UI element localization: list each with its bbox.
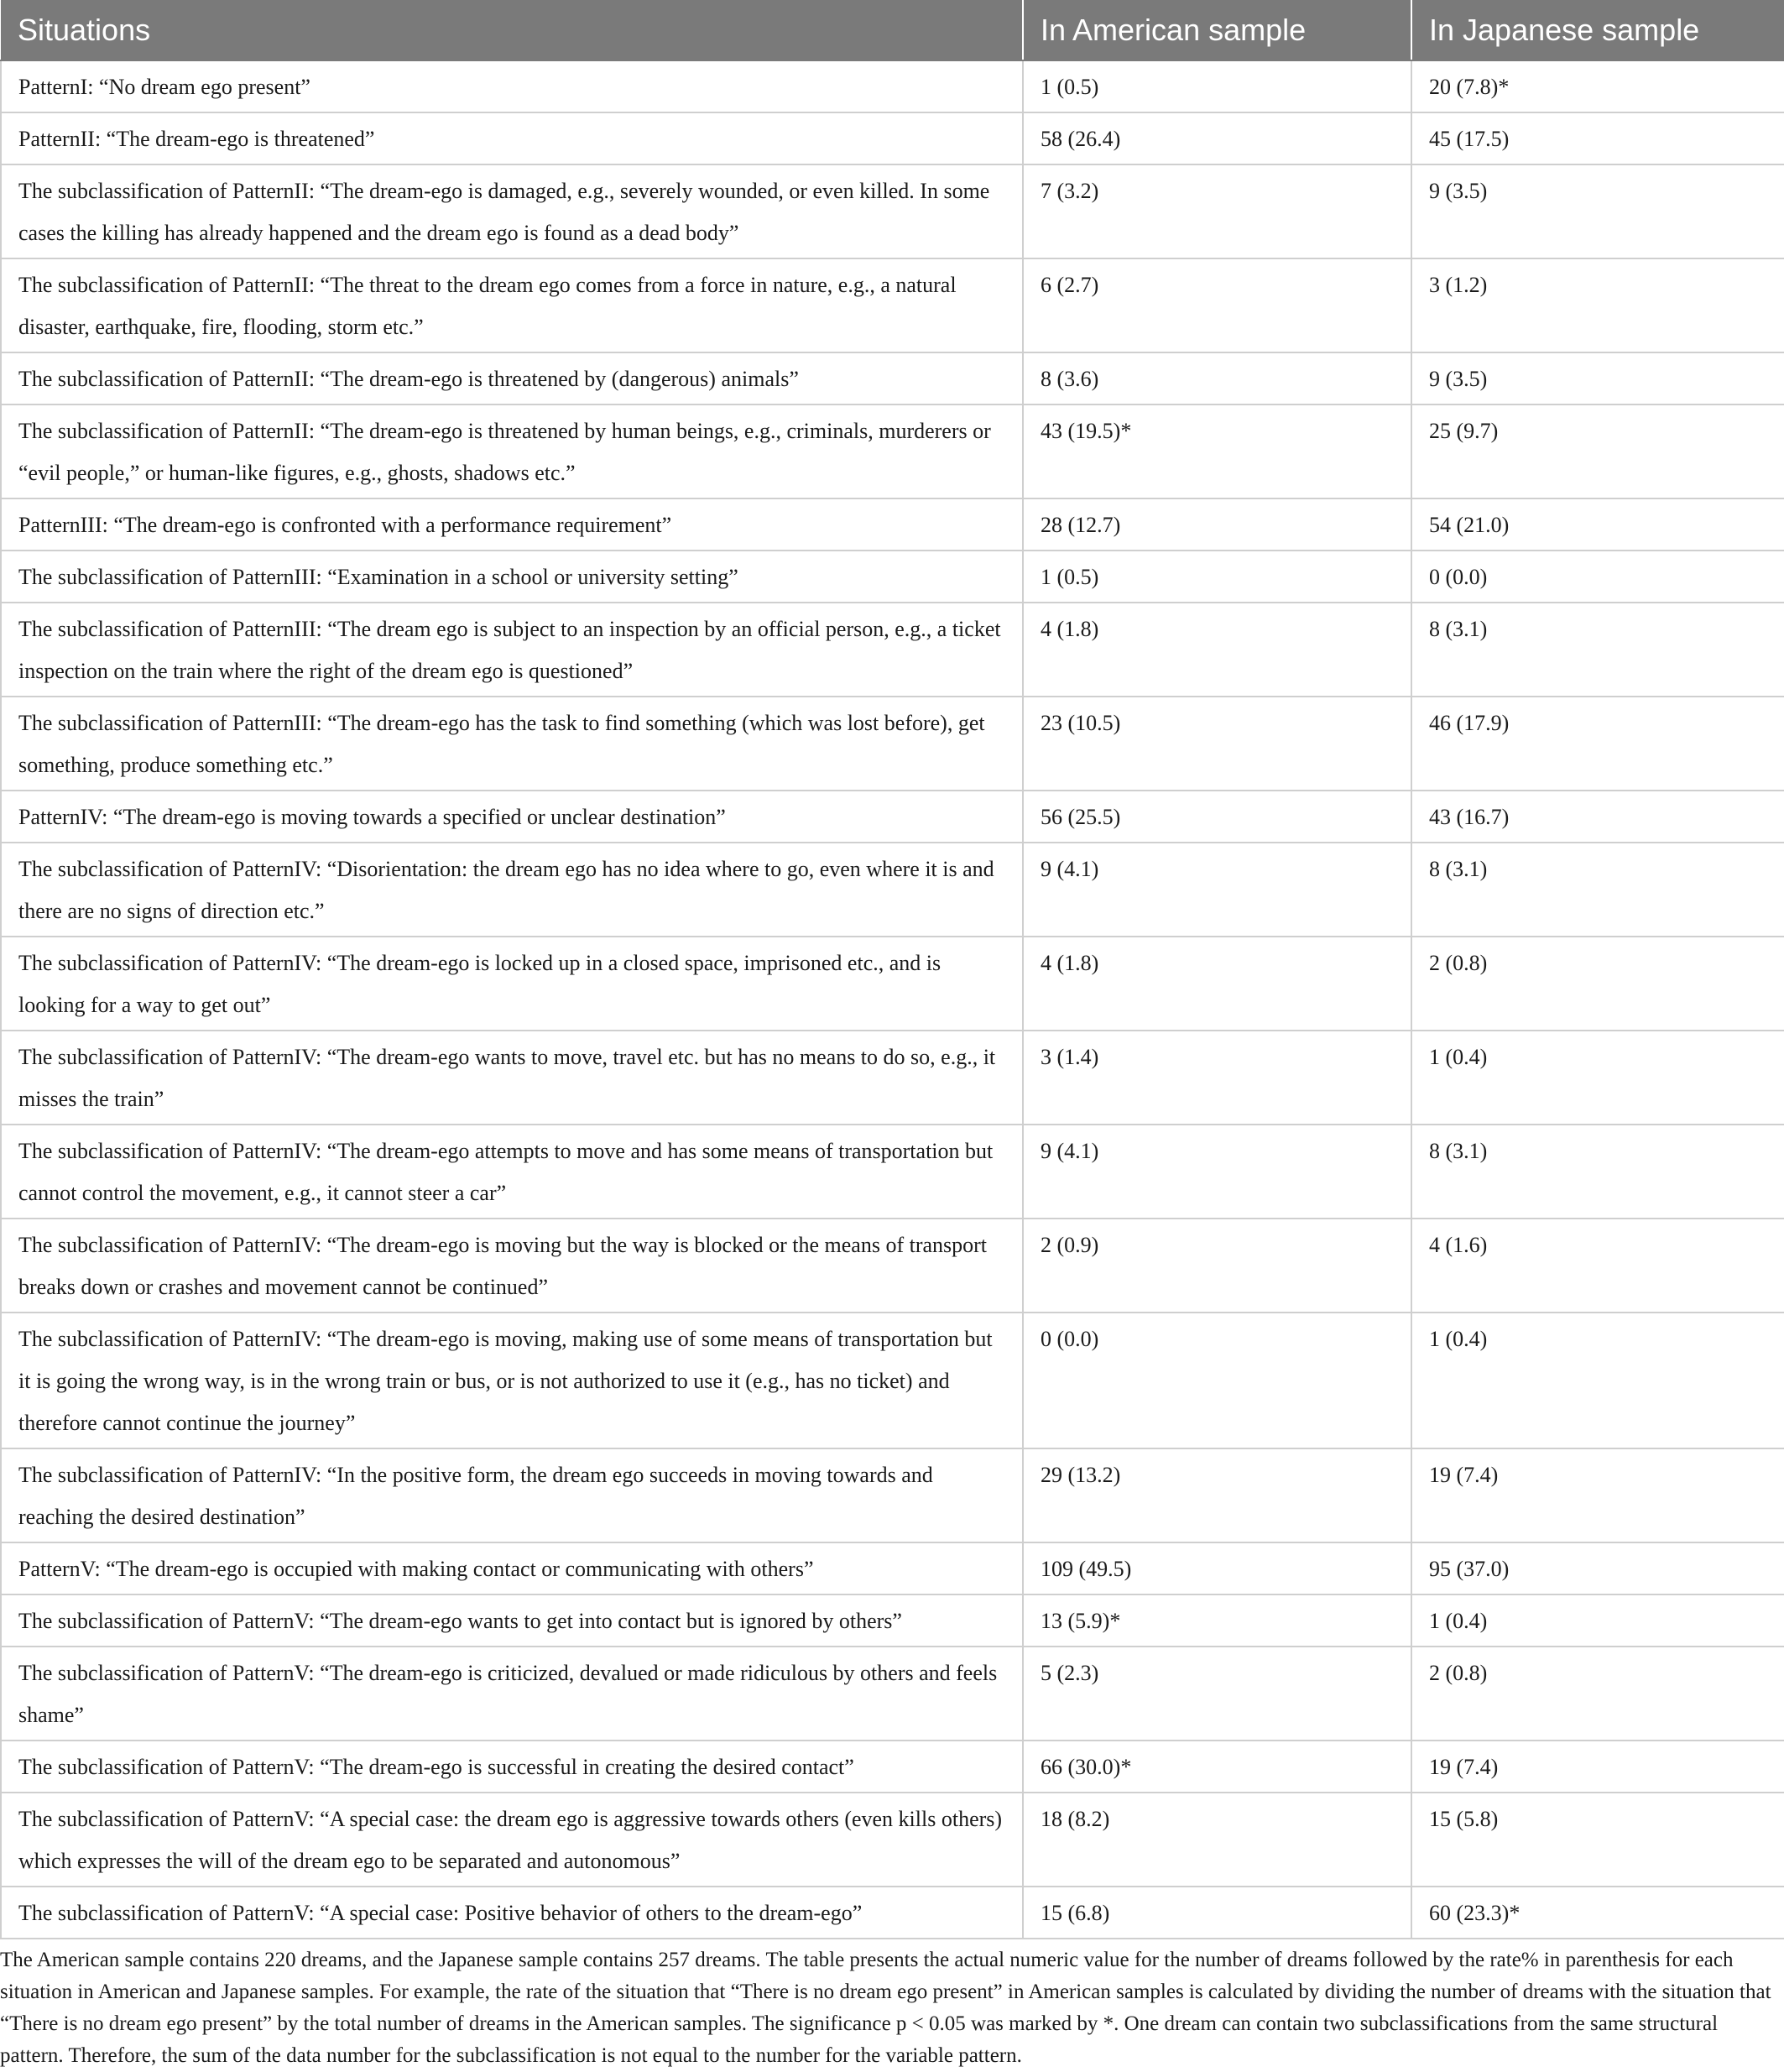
american-cell: 66 (30.0)*	[1023, 1741, 1411, 1793]
table-row	[1, 937, 1784, 1031]
japanese-cell: 0 (0.0)	[1411, 551, 1784, 603]
table-row	[1, 1313, 1784, 1448]
table-row	[1, 1887, 1784, 1939]
situation-cell: The subclassification of PatternII: “The dream-ego is threatened by (dangerous) animals”	[1, 352, 1023, 404]
situation-cell: The subclassification of PatternIV: “The dream-ego is moving but the way is blocked or the means of transport breaks down or crashes and movement cannot be continued”	[1, 1219, 1023, 1313]
japanese-cell: 43 (16.7)	[1411, 791, 1784, 843]
situation-cell: The subclassification of PatternIV: “The dream-ego attempts to move and has some means of transportation but cannot control the movement, e.g., it cannot steer a car”	[1, 1125, 1023, 1219]
table-row	[1, 258, 1784, 352]
table-row	[1, 1219, 1784, 1313]
situation-cell: PatternII: “The dream-ego is threatened”	[1, 112, 1023, 164]
situation-cell: PatternI: “No dream ego present”	[1, 60, 1023, 112]
situation-cell: The subclassification of PatternV: “A special case: the dream ego is aggressive towards others (even kills others) which expresses the will of the dream ego to be separated and autonomous”	[1, 1793, 1023, 1887]
japanese-cell: 8 (3.1)	[1411, 843, 1784, 937]
situation-cell: The subclassification of PatternII: “The dream-ego is threatened by human beings, e.g., criminals, murderers or “evil people,” or human-like figures, e.g., ghosts, shadows etc.”	[1, 404, 1023, 498]
table-row	[1, 498, 1784, 551]
american-cell: 109 (49.5)	[1023, 1542, 1411, 1594]
situation-cell: The subclassification of PatternIV: “Disorientation: the dream ego has no idea where to go, even where it is and there are no signs of direction etc.”	[1, 843, 1023, 937]
header-american-sample: In American sample	[1023, 0, 1411, 60]
situation-cell: The subclassification of PatternV: “The dream-ego wants to get into contact but is ignored by others”	[1, 1594, 1023, 1647]
american-cell: 56 (25.5)	[1023, 791, 1411, 843]
situation-cell: The subclassification of PatternIII: “The dream-ego has the task to find something (which was lost before), get something, produce something etc.”	[1, 697, 1023, 791]
japanese-cell: 15 (5.8)	[1411, 1793, 1784, 1887]
american-cell: 4 (1.8)	[1023, 603, 1411, 697]
japanese-cell: 54 (21.0)	[1411, 498, 1784, 551]
table-row	[1, 1594, 1784, 1647]
japanese-cell: 9 (3.5)	[1411, 352, 1784, 404]
table-row	[1, 1125, 1784, 1219]
american-cell: 58 (26.4)	[1023, 112, 1411, 164]
table-row	[1, 1741, 1784, 1793]
japanese-cell: 60 (23.3)*	[1411, 1887, 1784, 1939]
table-row	[1, 164, 1784, 258]
situation-cell: The subclassification of PatternV: “The dream-ego is successful in creating the desired contact”	[1, 1741, 1023, 1793]
situation-cell: The subclassification of PatternIII: “The dream ego is subject to an inspection by an official person, e.g., a ticket inspection on the train where the right of the dream ego is questioned”	[1, 603, 1023, 697]
table-row	[1, 551, 1784, 603]
table-footnote	[0, 1944, 1784, 2072]
japanese-cell: 2 (0.8)	[1411, 937, 1784, 1031]
table-row	[1, 60, 1784, 112]
table-row	[1, 1448, 1784, 1542]
situation-cell: The subclassification of PatternII: “The dream-ego is damaged, e.g., severely wounded, or even killed. In some cases the killing has already happened and the dream ego is found as a dead body”	[1, 164, 1023, 258]
japanese-cell: 25 (9.7)	[1411, 404, 1784, 498]
japanese-cell: 8 (3.1)	[1411, 1125, 1784, 1219]
situation-cell: The subclassification of PatternIV: “The dream-ego is moving, making use of some means of transportation but it is going the wrong way, is in the wrong train or bus, or is not authorized to use it (e.g., has no ticket) and therefore cannot continue the journey”	[1, 1313, 1023, 1448]
japanese-cell: 19 (7.4)	[1411, 1741, 1784, 1793]
situation-cell: The subclassification of PatternII: “The threat to the dream ego comes from a force in nature, e.g., a natural disaster, earthquake, fire, flooding, storm etc.”	[1, 258, 1023, 352]
american-cell: 9 (4.1)	[1023, 1125, 1411, 1219]
table-row	[1, 1647, 1784, 1741]
table-row	[1, 1031, 1784, 1125]
american-cell: 0 (0.0)	[1023, 1313, 1411, 1448]
american-cell: 6 (2.7)	[1023, 258, 1411, 352]
japanese-cell: 8 (3.1)	[1411, 603, 1784, 697]
american-cell: 13 (5.9)*	[1023, 1594, 1411, 1647]
american-cell: 9 (4.1)	[1023, 843, 1411, 937]
japanese-cell: 2 (0.8)	[1411, 1647, 1784, 1741]
table-row	[1, 697, 1784, 791]
japanese-cell: 4 (1.6)	[1411, 1219, 1784, 1313]
japanese-cell: 1 (0.4)	[1411, 1031, 1784, 1125]
situation-cell: PatternV: “The dream-ego is occupied with making contact or communicating with others”	[1, 1542, 1023, 1594]
japanese-cell: 9 (3.5)	[1411, 164, 1784, 258]
table-row	[1, 1793, 1784, 1887]
situation-cell: The subclassification of PatternIII: “Examination in a school or university setting”	[1, 551, 1023, 603]
american-cell: 1 (0.5)	[1023, 551, 1411, 603]
table-row	[1, 791, 1784, 843]
japanese-cell: 45 (17.5)	[1411, 112, 1784, 164]
japanese-cell: 19 (7.4)	[1411, 1448, 1784, 1542]
american-cell: 29 (13.2)	[1023, 1448, 1411, 1542]
table-row	[1, 404, 1784, 498]
table-row	[1, 352, 1784, 404]
table-row	[1, 1542, 1784, 1594]
header-japanese-sample: In Japanese sample	[1411, 0, 1784, 60]
american-cell: 4 (1.8)	[1023, 937, 1411, 1031]
japanese-cell: 1 (0.4)	[1411, 1594, 1784, 1647]
situation-cell: The subclassification of PatternIV: “The dream-ego is locked up in a closed space, imprisoned etc., and is looking for a way to get out”	[1, 937, 1023, 1031]
table-row	[1, 843, 1784, 937]
american-cell: 2 (0.9)	[1023, 1219, 1411, 1313]
american-cell: 1 (0.5)	[1023, 60, 1411, 112]
situation-cell: The subclassification of PatternIV: “In the positive form, the dream ego succeeds in moving towards and reaching the desired destination”	[1, 1448, 1023, 1542]
situation-cell: The subclassification of PatternV: “The dream-ego is criticized, devalued or made ridiculous by others and feels shame”	[1, 1647, 1023, 1741]
american-cell: 28 (12.7)	[1023, 498, 1411, 551]
situation-cell: PatternIV: “The dream-ego is moving towards a specified or unclear destination”	[1, 791, 1023, 843]
japanese-cell: 20 (7.8)*	[1411, 60, 1784, 112]
footnote-text: The American sample contains 220 dreams, and the Japanese sample contains 257 dreams. The table presents the actual numeric value for the number of dreams followed by the rate% in parenthesis for each situation in American and Japanese samples. For example, the rate of the situation that “There is no dream ego present” in American samples is calculated by dividing the number of dreams with the situation that “There is no dream ego present” by the total number of dreams in the American samples. The significance p < 0.05 was marked by *. One dream can contain two subclassifications from the same structural pattern. Therefore, the sum of the data number for the subclassification is not equal to the number for the variable pattern.	[0, 1949, 1771, 2067]
american-cell: 18 (8.2)	[1023, 1793, 1411, 1887]
japanese-cell: 46 (17.9)	[1411, 697, 1784, 791]
situation-cell: The subclassification of PatternIV: “The dream-ego wants to move, travel etc. but has no means to do so, e.g., it misses the train”	[1, 1031, 1023, 1125]
american-cell: 23 (10.5)	[1023, 697, 1411, 791]
japanese-cell: 3 (1.2)	[1411, 258, 1784, 352]
american-cell: 3 (1.4)	[1023, 1031, 1411, 1125]
american-cell: 43 (19.5)*	[1023, 404, 1411, 498]
situation-cell: The subclassification of PatternV: “A special case: Positive behavior of others to the dream-ego”	[1, 1887, 1023, 1939]
header-situations: Situations	[1, 0, 1023, 60]
table-row	[1, 603, 1784, 697]
table-row	[1, 112, 1784, 164]
american-cell: 8 (3.6)	[1023, 352, 1411, 404]
japanese-cell: 95 (37.0)	[1411, 1542, 1784, 1594]
table-header-row	[1, 0, 1784, 60]
japanese-cell: 1 (0.4)	[1411, 1313, 1784, 1448]
situation-cell: PatternIII: “The dream-ego is confronted with a performance requirement”	[1, 498, 1023, 551]
american-cell: 7 (3.2)	[1023, 164, 1411, 258]
american-cell: 5 (2.3)	[1023, 1647, 1411, 1741]
american-cell: 15 (6.8)	[1023, 1887, 1411, 1939]
